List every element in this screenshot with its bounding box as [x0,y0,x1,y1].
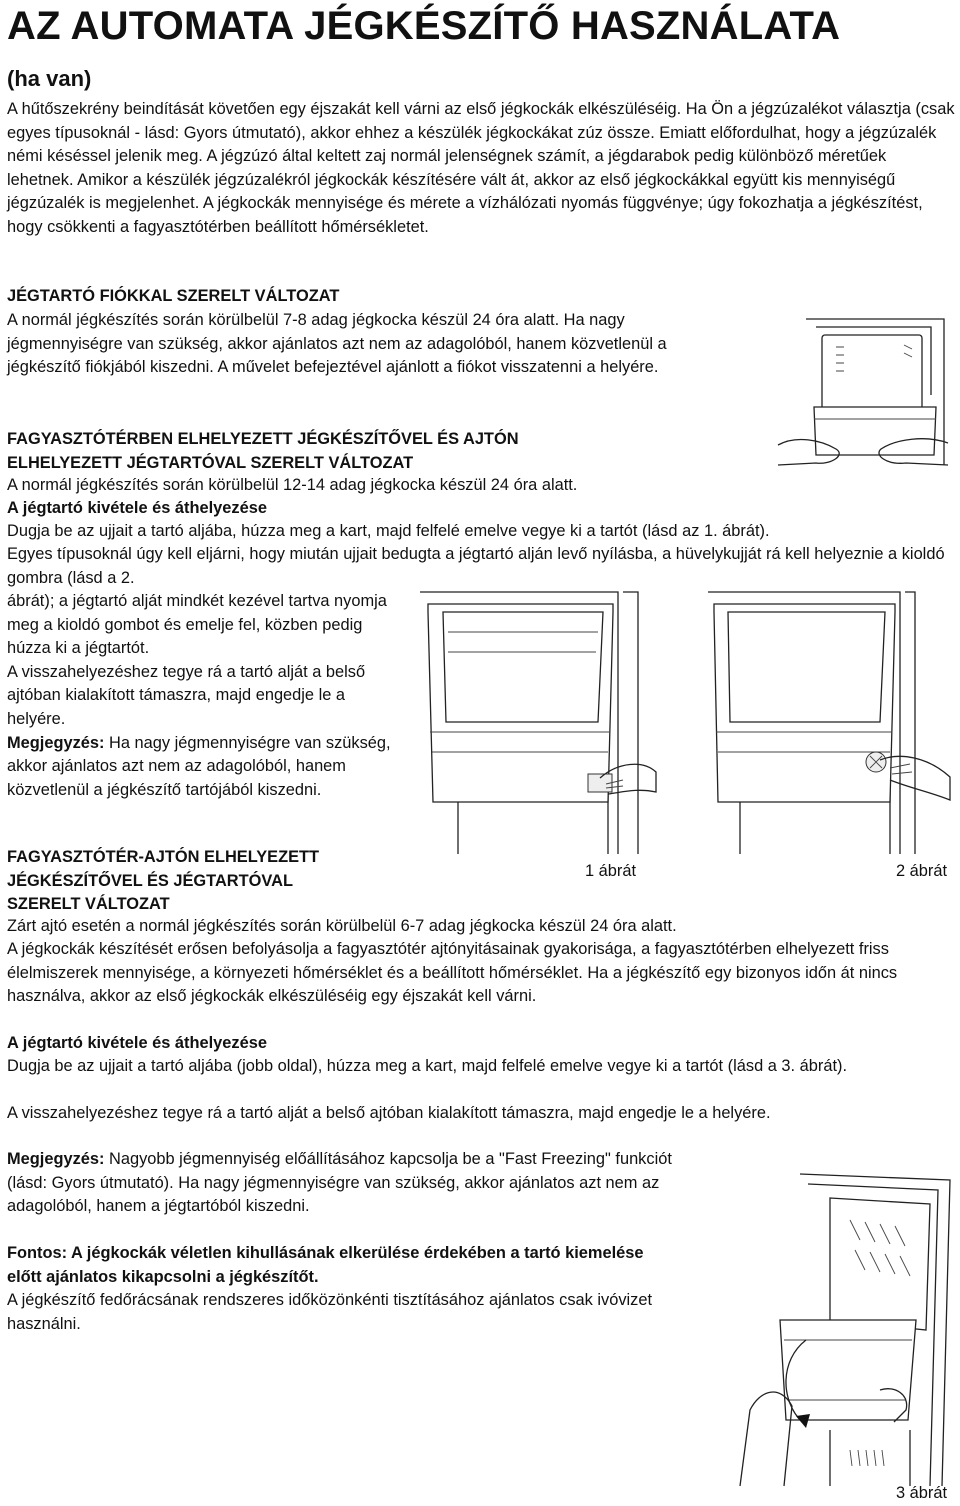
section3-note-label: Megjegyzés: [7,1150,105,1168]
door-ice-maker-figure-3 [680,1170,958,1486]
section3-heading-line1: FAGYASZTÓTÉR-AJTÓN ELHELYEZETT [7,848,320,866]
section3-paragraph3: A visszahelyezéshez tegye rá a tartó alját a belső ajtóban kialakított támaszra, majd engedje le a helyére. [7,1104,771,1122]
section2-note-text: Ha nagy jégmennyiségre van szükség, akkor ajánlatos azt nem az adagolóból, hanem közvetlenül a jégkészítő tartójából kiszedni. [7,733,391,799]
ice-bin-figure-2 [700,592,956,854]
page-subtitle: (ha van) [7,66,92,91]
section2-line1: A normál jégkészítés során körülbelül 12-14 adag jégkocka készül 24 óra alatt. [7,476,578,494]
section3-important: Fontos: A jégkockák véletlen kihullásának elkerülése érdekében a tartó kiemelése előtt ajánlatos kikapcsolni a jégkészítőt. [7,1244,644,1286]
section3-heading-line3: SZERELT VÁLTOZAT [7,895,170,914]
section3-paragraph: A jégkockák készítését erősen befolyásolja a fagyasztótér ajtónyitásainak gyakorisága, a fagyasztótérben elhelyezett friss élelmiszerek mennyisége, a környezeti hőmérséklet és a beállított hőmérséklet. Ha a jégkészítő egy bizonyos időn át nincs használva, akkor az első jégkockák elkészüléséig egy éjszakát kell várni. [7,940,898,1006]
section3-subheading: A jégtartó kivétele és áthelyezése [7,1034,267,1052]
section3-note [7,1148,672,1219]
section3-last: A jégkészítő fedőrácsának rendszeres időközönkénti tisztításához ajánlatos csak ivóvizet használni. [7,1291,653,1333]
section3-paragraph2: Dugja be az ujjait a tartó aljába (jobb oldal), húzza meg a kart, majd felfelé emelve vegye ki a tartót (lásd a 3. ábrát). [7,1057,848,1075]
section2-note-label: Megjegyzés: [7,733,105,752]
section1-heading: JÉGTARTÓ FIÓKKAL SZERELT VÁLTOZAT [7,287,340,305]
section3-note-text: Nagyobb jégmennyiség előállításához kapcsolja be a "Fast Freezing" funkciót (lásd: Gyors útmutató). Ha nagy jégmennyiségre van szükség, akkor ajánlatos azt nem az adagolóból, hanem a jégtartóból kiszedni. [7,1150,672,1216]
section2-col-text2: A visszahelyezéshez tegye rá a tartó alját a belső ajtóban kialakított támaszra, majd engedje le a helyére. [7,662,366,728]
page-title: AZ AUTOMATA JÉGKÉSZÍTŐ HASZNÁLATA [7,4,841,48]
section2-line2: Dugja be az ujjait a tartó aljába, húzza meg a kart, majd felfelé emelve vegye ki a tartót (lásd az 1. ábrát). [7,522,770,540]
section3-heading-line2: JÉGKÉSZÍTŐVEL ÉS JÉGTARTÓVAL [7,871,293,890]
section2-subheading: A jégtartó kivétele és áthelyezése [7,499,267,517]
section2-note [7,732,407,803]
intro-text: A hűtőszekrény beindítását követően egy éjszakát kell várni az első jégkockák elkészüléséig. Ha Ön a jégzúzalékot választja (csak egyes típusoknál - lásd: Gyors útmutató), akkor ehhez a készülék jégkockákat zúz össze. Emiatt előfordulhat, hogy a jégzúzalék némi késéssel jelenik meg. A jégzúzó által keltett zaj normál jelenségnek számít, a jégdarabok pedig különböző méretűek lehetnek. Amikor a készülék jégzúzalékról jégkockák készítésére vált át, akkor az első jégkockákkal együtt kis mennyiségű jégzúzalék is megjelenhet. A jégkockák mennyisége és mérete a vízhálózati nyomás függvénye; úgy fokozhatja a jégkészítést, hogy csökkenti a fagyasztótérben beállított hőmérsékletet. [7,100,955,236]
section2-heading-line2: ELHELYEZETT JÉGTARTÓVAL SZERELT VÁLTOZAT [7,453,414,472]
section2-line3: Egyes típusoknál úgy kell eljárni, hogy miután ujjait bedugta a jégtartó alján levő nyílásba, a hüvelykujját rá kell helyeznie a kioldó gombra (lásd a 2. [7,545,945,587]
figure-1-caption: 1 ábrát [585,862,637,880]
section2-column [7,590,407,802]
figure-3-caption: 3 ábrát [896,1484,948,1502]
section1-text: A normál jégkészítés során körülbelül 7-8 adag jégkocka készül 24 óra alatt. Ha nagy jégmennyiségre van szükség, akkor ajánlatos azt nem az adagolóból, hanem közvetlenül a jégkészítő fiókjából kiszedni. A művelet befejeztével ajánlott a fiókot visszatenni a helyére. [7,311,667,377]
section2-col-text: ábrát); a jégtartó alját mindkét kezével tartva nyomja meg a kioldó gombot és emelje fel, közben pedig húzza ki a jégtartót. [7,592,387,658]
section3-heading [7,846,427,917]
section3-line1: Zárt ajtó esetén a normál jégkészítés során körülbelül 6-7 adag jégkocka készül 24 óra alatt. [7,917,677,935]
section2-heading-line1: FAGYASZTÓTÉRBEN ELHELYEZETT JÉGKÉSZÍTŐVEL ÉS AJTÓN [7,430,519,448]
section2-heading [7,428,727,475]
ice-bin-figure-1 [418,592,658,854]
intro-paragraph [7,98,957,240]
figure-2-caption: 2 ábrát [896,862,948,880]
ice-drawer-illustration [776,315,951,475]
